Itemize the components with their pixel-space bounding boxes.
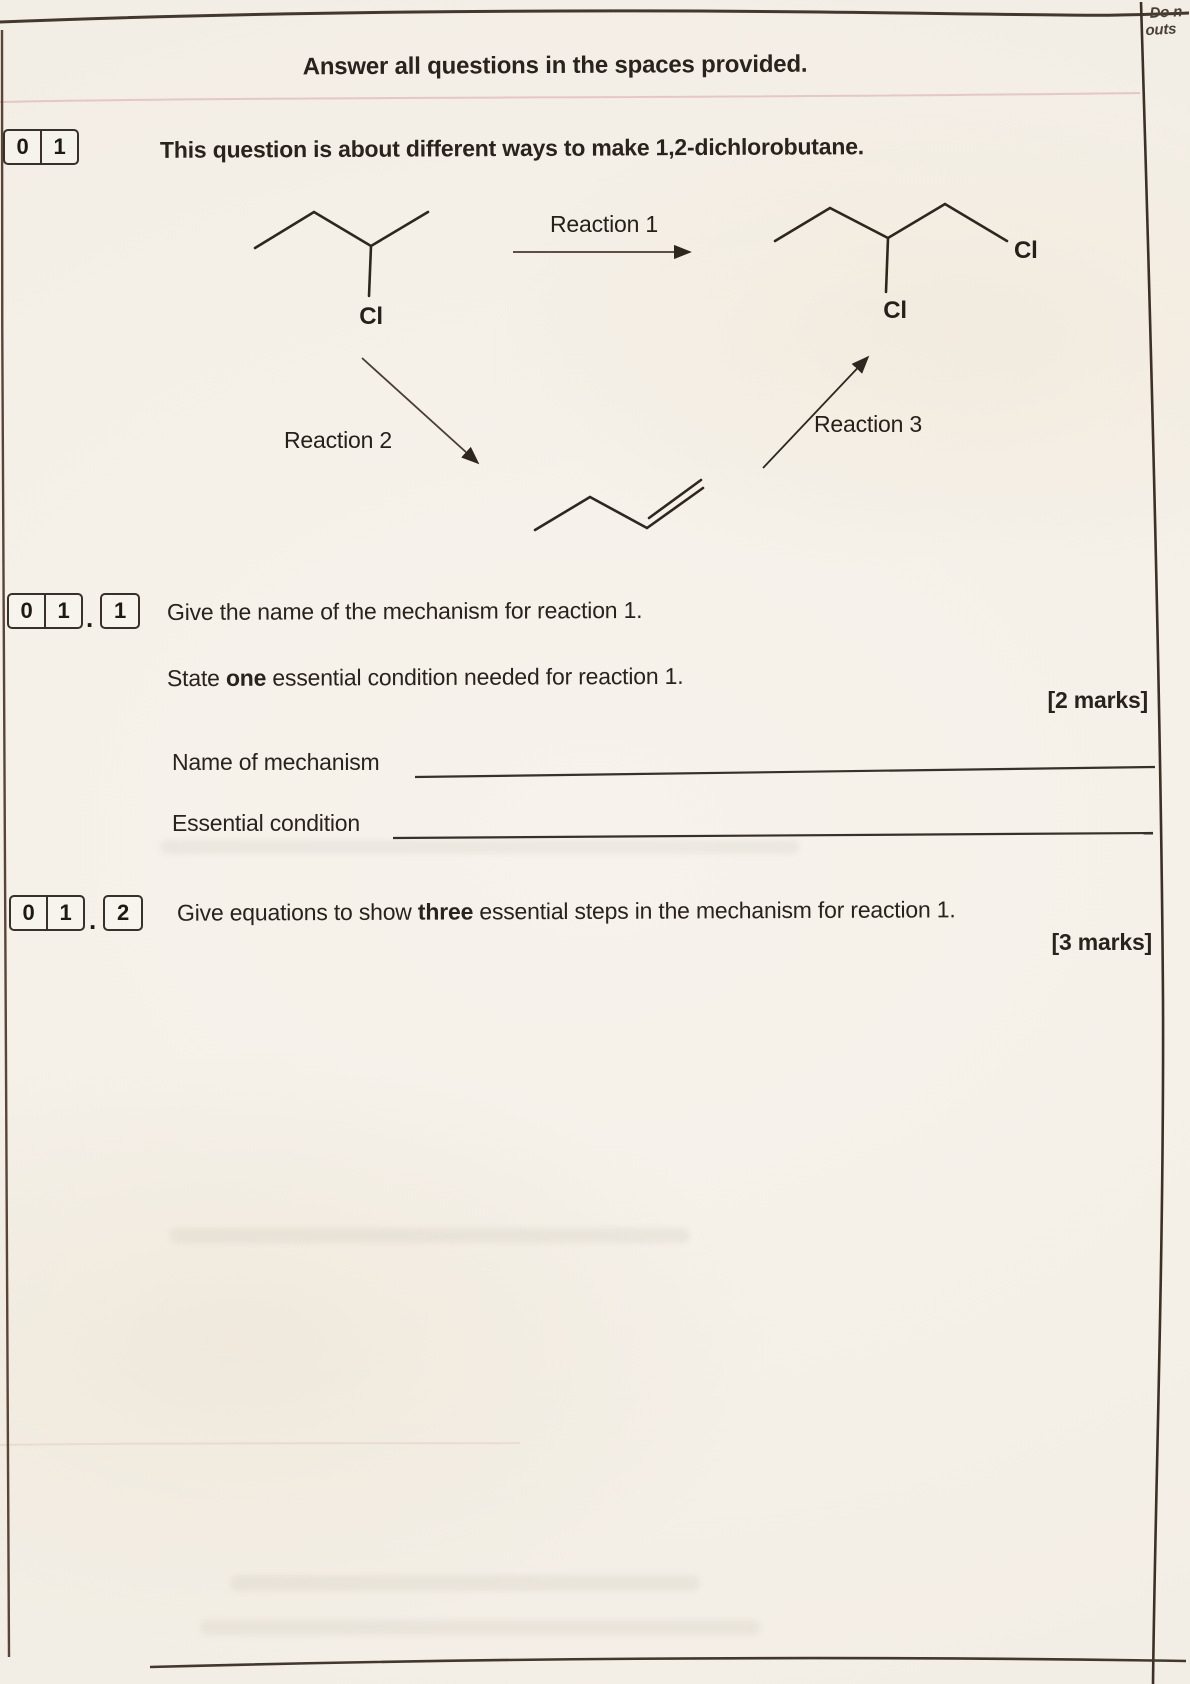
question-1-2-number-box [9,895,85,931]
working-space[interactable] [10,980,1140,1650]
question-1-1-number-box [7,593,83,629]
question-1-1-part-box [100,593,140,629]
left-page-rule [2,30,9,1657]
reaction3-label: Reaction 3 [814,411,922,437]
answer-instruction-pre: Answer [302,52,395,81]
question-1-intro: This question is about different ways to make 1,2-dichlorobutane. [159,133,865,163]
question-number-digit: 1 [113,598,127,623]
question-number-digit: 2 [116,900,130,925]
question-1-1-marks: [2 marks] [1047,687,1148,713]
prompt-segment: Give equations to show [176,898,418,926]
question-number-digit: 1 [40,131,77,163]
question-number-separator: . [89,905,97,935]
reaction2-label: Reaction 2 [284,427,392,453]
question-1-2-marks: [3 marks] [1051,929,1152,955]
question-number-digit: 1 [46,897,83,929]
chlorine-label: Cl [883,297,907,324]
question-number-digit: 0 [20,598,33,623]
outside-box-note [1145,3,1183,40]
bottom-page-rule [150,1658,1186,1667]
name-of-mechanism-answer-line[interactable] [415,767,1155,777]
prompt-segment-bold: one [225,664,267,691]
essential-condition-label: Essential condition [172,810,360,836]
question-1-1-prompt-1: Give the name of the mechanism for reaction 1. [166,596,643,626]
prompt-segment: essential condition needed for reaction 1. [266,662,684,691]
reaction1-label: Reaction 1 [550,211,658,237]
top-page-rule [0,11,1189,22]
question-number-digit: 0 [22,900,35,925]
chlorine-label: Cl [359,303,383,330]
question-number-digit: 1 [44,595,81,627]
product-structure-dichlorobutane [775,204,1007,292]
right-page-rule [1141,2,1163,1684]
outside-box-note-line2: outs [1145,20,1177,40]
prompt-segment: essential steps in the mechanism for reaction 1. [473,896,956,925]
question-1-2-part-box [103,895,143,931]
answer-instruction-bold: all [394,52,421,80]
name-of-mechanism-label: Name of mechanism [172,749,380,775]
butene-structure [535,480,703,530]
prompt-segment-bold: three [417,898,474,925]
essential-condition-answer-line[interactable] [393,833,1153,838]
answer-instruction [0,49,1110,83]
reactant-structure-2-chlorobutane [255,212,428,296]
question-number-digit: 0 [16,134,29,159]
question-1-1-prompt-2 [167,663,683,691]
scan-smudge [160,840,800,854]
chlorine-label: Cl [1014,237,1038,264]
question-1-2-prompt [177,896,956,925]
outside-box-note-line1: Do n [1149,3,1183,22]
question-1-number-box [3,129,79,165]
answer-instruction-post: questions in the spaces provided. [420,50,808,80]
scan-artifact-line [0,93,1140,102]
prompt-segment: State [166,664,226,692]
question-number-separator: . [86,603,94,633]
